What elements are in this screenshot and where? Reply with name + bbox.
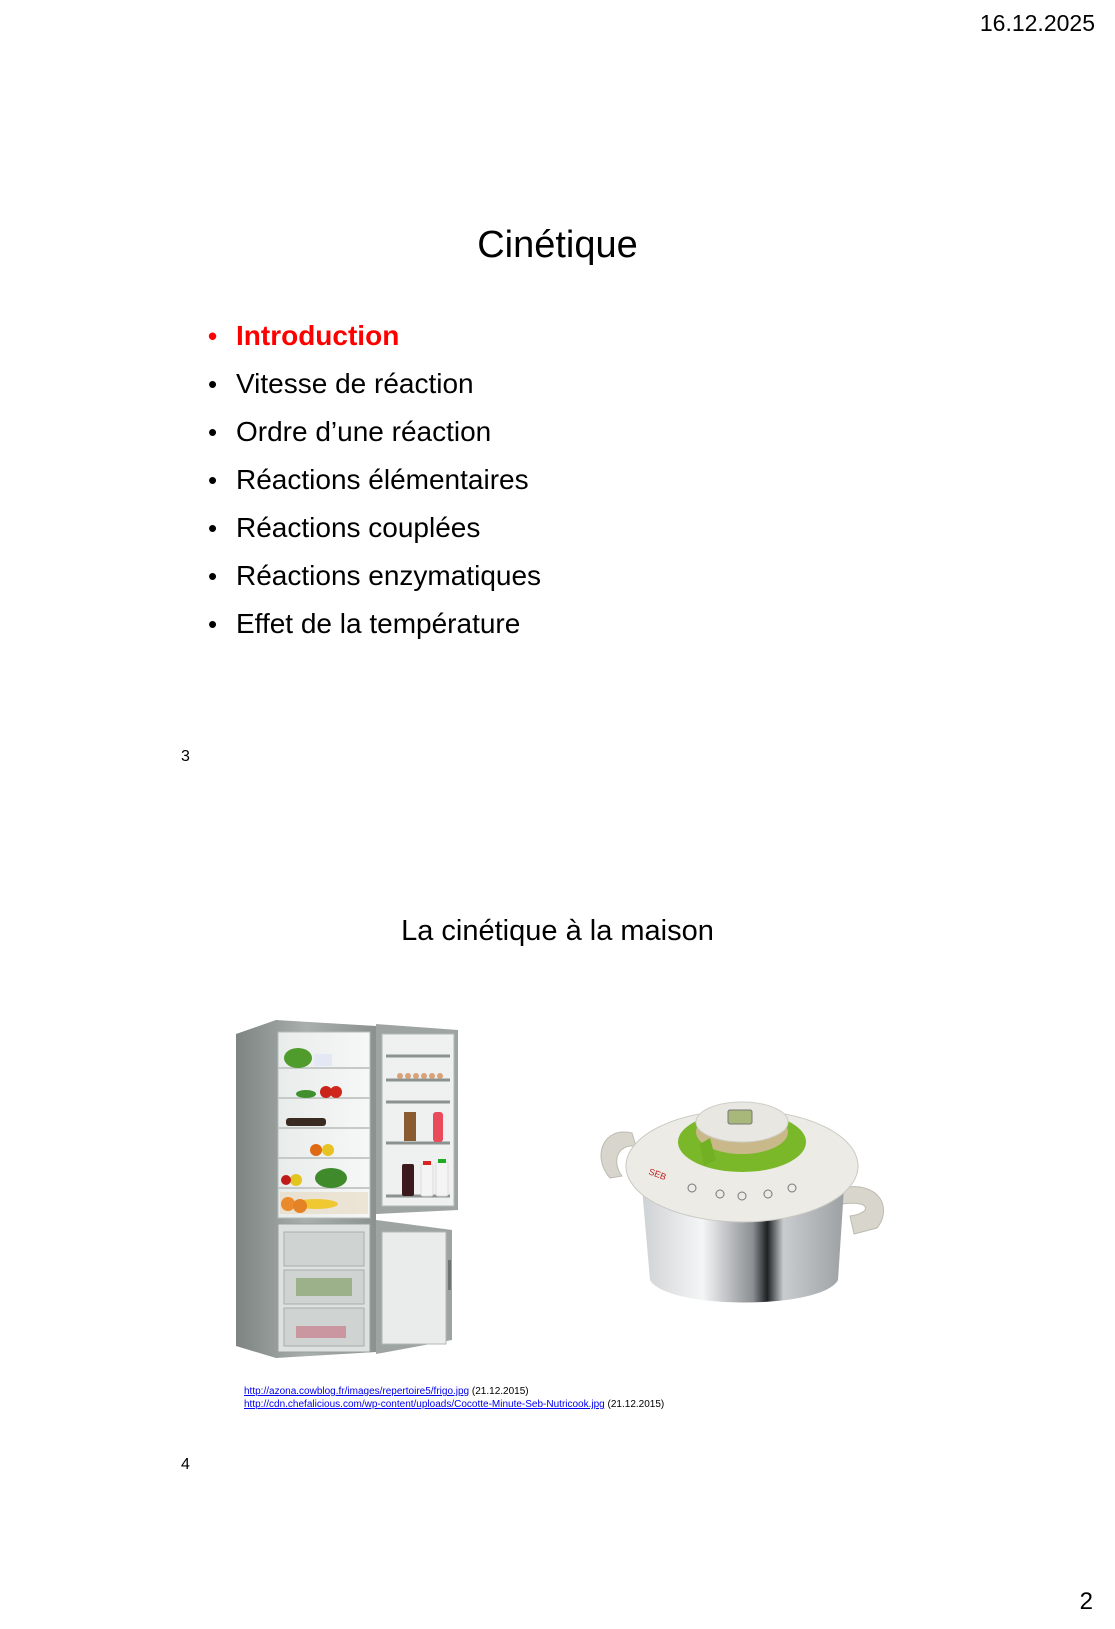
header-date: 16.12.2025: [979, 10, 1095, 36]
source-line-2: [244, 1398, 664, 1411]
source-link-fridge[interactable]: http://azona.cowblog.fr/images/repertoire5/frigo.jpg: [244, 1386, 470, 1397]
bullet-dot-icon: •: [208, 513, 218, 543]
bullet-dot-icon: •: [208, 321, 218, 351]
slide-3-bullet-list: [208, 312, 541, 648]
bullet-dot-icon: •: [208, 609, 218, 639]
bullet-dot-icon: •: [208, 369, 218, 399]
source-date-1: (21.12.2015): [471, 1386, 529, 1397]
refrigerator-image: [236, 1020, 478, 1358]
source-line-1: [244, 1385, 664, 1398]
bullet-dot-icon: •: [208, 465, 218, 495]
bullet-item-vitesse: • Vitesse de réaction: [208, 360, 541, 408]
image-sources: [244, 1385, 664, 1411]
bullet-item-temperature: • Effet de la température: [208, 600, 541, 648]
slide-4-title: La cinétique à la maison: [401, 915, 714, 947]
refrigerator-icon: [236, 1020, 478, 1358]
bullet-item-ordre: • Ordre d’une réaction: [208, 408, 541, 456]
bullet-item-enzymatiques: • Réactions enzymatiques: [208, 552, 541, 600]
bullet-item-elementaires: • Réactions élémentaires: [208, 456, 541, 504]
bullet-dot-icon: •: [208, 417, 218, 447]
slide-3-number: 3: [181, 748, 190, 765]
source-link-cooker[interactable]: http://cdn.chefalicious.com/wp-content/uploads/Cocotte-Minute-Seb-Nutricook.jpg: [244, 1399, 605, 1410]
slide-4-number: 4: [181, 1456, 190, 1473]
source-date-2: (21.12.2015): [607, 1399, 665, 1410]
bullet-item-couplees: • Réactions couplées: [208, 504, 541, 552]
bullet-item-introduction: • Introduction: [208, 312, 541, 360]
pressure-cooker-image: [592, 1048, 892, 1310]
page-number: 2: [1079, 1588, 1093, 1615]
pressure-cooker-icon: [592, 1048, 892, 1310]
slide-3-title: Cinétique: [477, 224, 638, 266]
svg-text:SEB: SEB: [647, 1166, 668, 1183]
bullet-dot-icon: •: [208, 561, 218, 591]
